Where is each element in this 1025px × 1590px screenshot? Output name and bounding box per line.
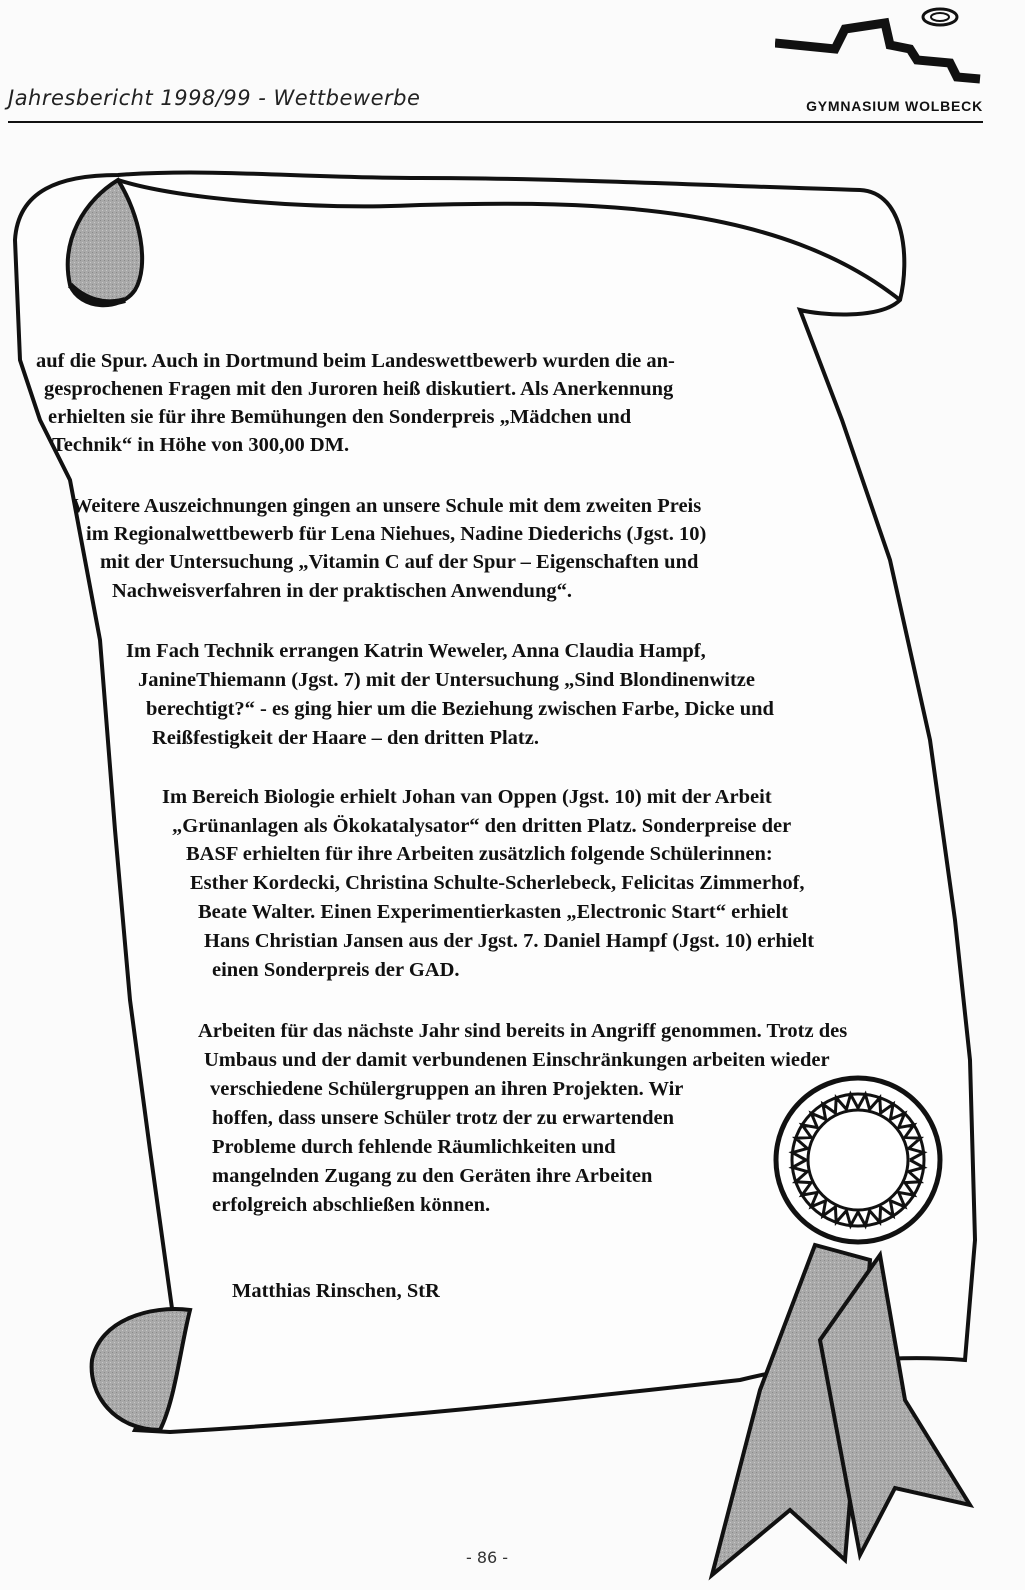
text-line: Im Fach Technik errangen Katrin Weweler, Anna Claudia Hampf, (126, 640, 706, 662)
text-line: gesprochenen Fragen mit den Juroren heiß diskutiert. Als Anerkennung (44, 378, 674, 400)
text-line: Arbeiten für das nächste Jahr sind bereits in Angriff genommen. Trotz des (198, 1020, 848, 1042)
text-line: „Grünanlagen als Ökokatalysator“ den dritten Platz. Sonderpreise der (172, 815, 792, 837)
text-line: Technik“ in Höhe von 300,00 DM. (52, 434, 350, 456)
text-line: einen Sonderpreis der GAD. (212, 959, 460, 981)
text-line: hoffen, dass unsere Schüler trotz der zu erwartenden (212, 1107, 674, 1129)
text-line: Im Bereich Biologie erhielt Johan van Oppen (Jgst. 10) mit der Arbeit (162, 786, 772, 808)
text-line: Nachweisverfahren in der praktischen Anwendung“. (112, 580, 572, 602)
text-line: erhielten sie für ihre Bemühungen den Sonderpreis „Mädchen und (48, 406, 632, 428)
text-line: Weitere Auszeichnungen gingen an unsere Schule mit dem zweiten Preis (72, 495, 702, 517)
text-line: erfolgreich abschließen können. (212, 1194, 491, 1216)
text-line: BASF erhielten für ihre Arbeiten zusätzlich folgende Schülerinnen: (186, 843, 773, 865)
text-line: JanineThiemann (Jgst. 7) mit der Untersuchung „Sind Blondinenwitze (138, 669, 755, 691)
text-line: auf die Spur. Auch in Dortmund beim Landeswettbewerb wurden die an- (36, 350, 675, 372)
text-line: mit der Untersuchung „Vitamin C auf der Spur – Eigenschaften und (100, 551, 699, 573)
text-line: Hans Christian Jansen aus der Jgst. 7. Daniel Hampf (Jgst. 10) erhielt (204, 930, 815, 952)
text-line: im Regionalwettbewerb für Lena Niehues, Nadine Diederichs (Jgst. 10) (86, 523, 707, 545)
text-line: verschiedene Schülergruppen an ihren Projekten. Wir (210, 1078, 684, 1100)
text-line: Reißfestigkeit der Haare – den dritten Platz. (152, 727, 539, 749)
rosette-icon (776, 1078, 940, 1242)
text-line: berechtigt?“ - es ging hier um die Beziehung zwischen Farbe, Dicke und (146, 698, 774, 720)
school-name: GYMNASIUM WOLBECK (806, 98, 983, 114)
text-line: Umbaus und der damit verbundenen Einschränkungen arbeiten wieder (204, 1049, 830, 1071)
text-line: Probleme durch fehlende Räumlichkeiten und (212, 1136, 616, 1158)
signature: Matthias Rinschen, StR (232, 1280, 440, 1302)
running-head: Jahresbericht 1998/99 - Wettbewerbe (8, 86, 421, 110)
page-number: - 86 - (466, 1548, 509, 1567)
text-line: Esther Kordecki, Christina Schulte-Scherlebeck, Felicitas Zimmerhof, (190, 872, 805, 894)
text-line: Beate Walter. Einen Experimentierkasten „Electronic Start“ erhielt (198, 901, 789, 923)
text-line: mangelnden Zugang zu den Geräten ihre Arbeiten (212, 1165, 653, 1187)
